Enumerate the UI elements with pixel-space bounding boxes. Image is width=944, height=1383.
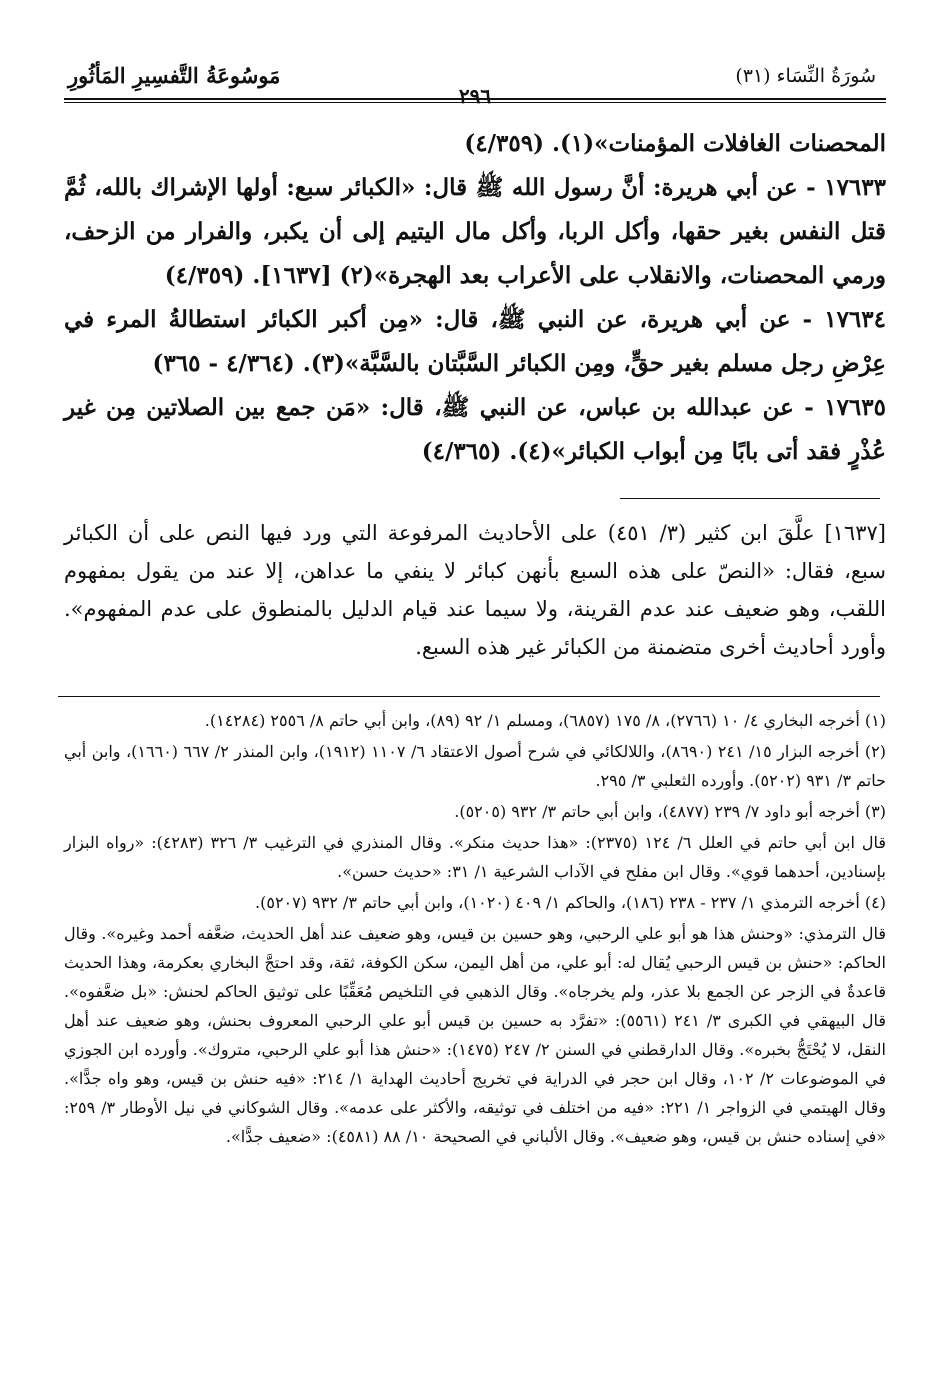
hadith-17633: ١٧٦٣٣ - عن أبي هريرة: أنَّ رسول الله ﷺ قال: «الكبائر سبع: أولها الإشراك بالله، ثُمَّ قتل النفس بغير حقها، وأكل الربا، وأكل مال اليتيم إلى أن يكبر، والفرار من الزحف، ورمي المحصنات، والانقلاب على الأعراب بعد الهجرة»(٢) [١٦٣٧]. (٤/٣٥٩) [64, 174, 886, 289]
main-line: المحصنات الغافلات المؤمنات»(١). (٤/٣٥٩) [464, 130, 886, 157]
footnote: قال ابن أبي حاتم في العلل ٦/ ١٢٤ (٢٣٧٥): «هذا حديث منكر». وقال المنذري في الترغيب ٣/ ٣٢٦ (٤٢٨٣): «رواه البزار بإسنادين، أحدهما قوي». وقال ابن مفلح في الآداب الشرعية ١/ ٣١: «حديث حسن». [64, 833, 887, 881]
header-rule-thin [64, 102, 886, 103]
footnotes [64, 706, 886, 1153]
book-title: مَوسُوعَةُ التَّفسِيرِ المَأثُورِ [68, 63, 281, 88]
commentary-block [64, 514, 886, 666]
main-text [64, 122, 886, 474]
page-number: ٢٩٦ [458, 84, 492, 108]
footnote: (٢) أخرجه البزار ١٥/ ٢٤١ (٨٦٩٠)، واللالكائي في شرح أصول الاعتقاد ٦/ ١١٠٧ (١٩١٢)، وابن المنذر ٢/ ٦٦٧ (١٦٦٠)، وابن أبي حاتم ٣/ ٩٣١ (٥٢٠٢). وأورده الثعلبي ٣/ ٢٩٥. [64, 742, 886, 790]
footnote: (٣) أخرجه أبو داود ٧/ ٢٣٩ (٤٨٧٧)، وابن أبي حاتم ٣/ ٩٣٢ (٥٢٠٥). [454, 802, 886, 821]
commentary-separator [620, 498, 880, 499]
header-rule [64, 98, 886, 100]
footnote: (١) أخرجه البخاري ٤/ ١٠ (٢٧٦٦)، ٨/ ١٧٥ (٦٨٥٧)، ومسلم ١/ ٩٢ (٨٩)، وابن أبي حاتم ٨/ ٢٥٥٦ (١٤٢٨٤). [204, 711, 886, 730]
commentary-text: [١٦٣٧] علَّقَ ابن كثير (٣/ ٤٥١) على الأحاديث المرفوعة التي ورد فيها النص على أن الكبائر سبع، فقال: «النصّ على هذه السبع بأنهن كبائر لا ينفي ما عداهن، إلا عند من يقول بمفهوم اللقب، وهو ضعيف عند عدم القرينة، ولا سيما عند قيام الدليل بالمنطوق على عدم المفهوم». وأورد أحاديث أخرى متضمنة من الكبائر غير هذه السبع. [64, 521, 886, 659]
hadith-17634: ١٧٦٣٤ - عن أبي هريرة، عن النبي ﷺ، قال: «مِن أكبر الكبائر استطالةُ المرء في عِرْضِ رجل مسلم بغير حقٍّ، ومِن الكبائر السَّبَّتان بالسَّبَّة»(٣). (٤/٣٦٤ - ٣٦٥) [64, 306, 886, 377]
surah-header: سُورَةُ النِّسَاء (٣١) [735, 65, 876, 87]
footnote: (٤) أخرجه الترمذي ١/ ٢٣٧ - ٢٣٨ (١٨٦)، والحاكم ١/ ٤٠٩ (١٠٢٠)، وابن أبي حاتم ٣/ ٩٣٢ (٥٢٠٧). [255, 893, 886, 912]
footnotes-separator [58, 696, 880, 697]
footnote: قال الترمذي: «وحنش هذا هو أبو علي الرحبي، وهو حسين بن قيس، وهو ضعيف عند أهل الحديث، ضعَّفه أحمد وغيره». وقال الحاكم: «حنش بن قيس الرحبي يُقال له: أبو علي، من أهل اليمن، سكن الكوفة، ثقة، وقد احتجَّ البخاري بعكرمة، وهذا الحديث قاعدةٌ في الزجر عن الجمع بلا عذر، ولم يخرجاه». وقال الذهبي في التلخيص مُعَقِّبًا على توثيق الحاكم لحنش: «بل ضعَّفوه». قال البيهقي في الكبرى ٣/ ٢٤١ (٥٥٦١): «تفرَّد به حسين بن قيس أبو علي الرحبي المعروف بحنش، وهو ضعيف عند أهل النقل، لا يُحْتَجُّ بخبره». وقال الدارقطني في السنن ٢/ ٢٤٧ (١٤٧٥): «حنش هذا أبو علي الرحبي، متروك». وأورده ابن الجوزي في الموضوعات ٢/ ١٠٢، وقال ابن حجر في الدراية في تخريج أحاديث الهداية ١/ ٢١٤: «فيه حنش بن قيس، وهو واه جدًّا». وقال الهيتمي في الزواجر ١/ ٢٢١: «فيه من اختلف في توثيقه، والأكثر على عدمه». وقال الشوكاني في نيل الأوطار ٣/ ٢٥٩: «في إسناده حنش بن قيس، وهو ضعيف». وقال الألباني في الصحيحة ١٠/ ٨٨ (٤٥٨١): «ضعيف جدًّا». [64, 924, 887, 1146]
hadith-17635: ١٧٦٣٥ - عن عبدالله بن عباس، عن النبي ﷺ، قال: «مَن جمع بين الصلاتين مِن غير عُذْرٍ فقد أتى بابًا مِن أبواب الكبائر»(٤). (٤/٣٦٥) [64, 394, 886, 465]
